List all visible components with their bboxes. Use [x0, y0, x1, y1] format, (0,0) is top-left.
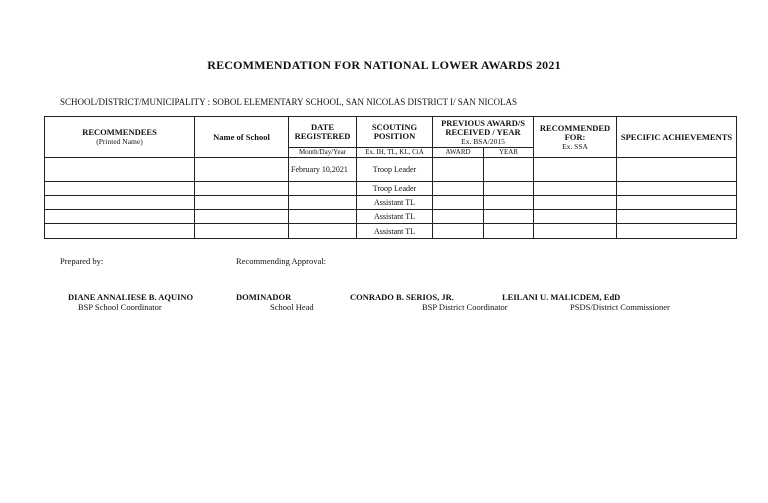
cell-award — [433, 210, 484, 224]
cell-achievements — [617, 210, 737, 224]
cell-year — [484, 158, 534, 182]
cell-school — [195, 210, 289, 224]
header-specific-achievements: SPECIFIC ACHIEVEMENTS — [617, 117, 737, 158]
cell-achievements — [617, 182, 737, 196]
recommending-approval-label: Recommending Approval: — [236, 256, 326, 266]
cell-recommended — [534, 182, 617, 196]
signatory-2: DOMINADOR School Head — [236, 292, 314, 312]
header-recommendees: RECOMMENDEES (Printed Name) — [45, 117, 195, 158]
cell-date — [289, 224, 357, 239]
table-row — [45, 158, 737, 182]
cell-date: February 10,2021 — [289, 158, 357, 182]
header-previous-awards: PREVIOUS AWARD/S RECEIVED / YEAR Ex. BSA/2015 — [433, 117, 534, 148]
header-scouting-position: SCOUTING POSITION — [357, 117, 433, 148]
cell-recommendee — [45, 210, 195, 224]
cell-school — [195, 224, 289, 239]
cell-award — [433, 196, 484, 210]
cell-award — [433, 158, 484, 182]
cell-year — [484, 196, 534, 210]
cell-year — [484, 182, 534, 196]
header-scouting-sub: Ex. IH, TL, KL, CiA — [357, 148, 433, 158]
cell-recommendee — [45, 224, 195, 239]
cell-year — [484, 210, 534, 224]
cell-recommended — [534, 224, 617, 239]
cell-school — [195, 182, 289, 196]
cell-position: Troop Leader — [357, 182, 433, 196]
signatory-3: CONRADO B. SERIOS, JR. BSP District Coordinator — [350, 292, 508, 312]
signatory-4: LEILANI U. MALICDEM, EdD PSDS/District Commissioner — [502, 292, 670, 312]
prepared-by-label: Prepared by: — [60, 256, 104, 266]
header-recommended-for: RECOMMENDED FOR: Ex. SSA — [534, 117, 617, 158]
cell-achievements — [617, 224, 737, 239]
cell-year — [484, 224, 534, 239]
cell-recommendee — [45, 196, 195, 210]
header-award: AWARD — [433, 148, 484, 158]
cell-achievements — [617, 196, 737, 210]
recommendation-table — [44, 116, 737, 239]
cell-recommendee — [45, 158, 195, 182]
document-title: RECOMMENDATION FOR NATIONAL LOWER AWARDS 2021 — [207, 58, 561, 72]
cell-date — [289, 182, 357, 196]
cell-position: Troop Leader — [357, 158, 433, 182]
cell-school — [195, 158, 289, 182]
header-name-of-school: Name of School — [195, 117, 289, 158]
cell-recommended — [534, 210, 617, 224]
cell-recommendee — [45, 182, 195, 196]
cell-date — [289, 196, 357, 210]
cell-recommended — [534, 158, 617, 182]
signatory-1: DIANE ANNALIESE B. AQUINO BSP School Coordinator — [68, 292, 194, 312]
header-date-sub: Month/Day/Year — [289, 148, 357, 158]
cell-achievements — [617, 158, 737, 182]
cell-award — [433, 182, 484, 196]
cell-position: Assistant TL — [357, 196, 433, 210]
table-row — [45, 210, 737, 224]
table-row — [45, 196, 737, 210]
cell-school — [195, 196, 289, 210]
cell-date — [289, 210, 357, 224]
table-row — [45, 224, 737, 239]
header-year: YEAR — [484, 148, 534, 158]
cell-award — [433, 224, 484, 239]
school-district-line: SCHOOL/DISTRICT/MUNICIPALITY : SOBOL ELEMENTARY SCHOOL, SAN NICOLAS DISTRICT I/ SAN NICOLAS — [60, 97, 518, 107]
cell-position: Assistant TL — [357, 210, 433, 224]
table-row — [45, 182, 737, 196]
header-date-registered: DATE REGISTERED — [289, 117, 357, 148]
cell-position: Assistant TL — [357, 224, 433, 239]
cell-recommended — [534, 196, 617, 210]
